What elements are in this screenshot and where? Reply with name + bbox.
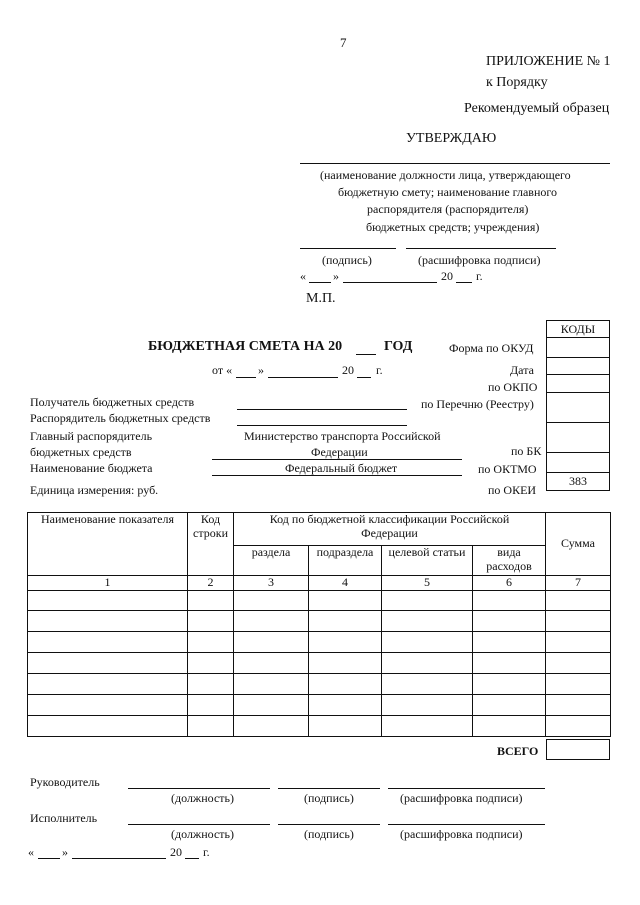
col-type-header: вида расходов: [473, 546, 546, 576]
col-num-1: 1: [28, 576, 188, 591]
col-num-6: 6: [473, 576, 546, 591]
unit-label: Единица измерения: руб.: [30, 483, 159, 497]
okud-label: Форма по ОКУД: [449, 341, 534, 355]
approval-month-line[interactable]: [343, 282, 437, 283]
total-label: ВСЕГО: [497, 744, 539, 758]
approval-desc-4: бюджетных средств; учреждения): [366, 220, 540, 234]
table-row: [28, 674, 611, 695]
sign-year-suffix: г.: [203, 845, 210, 859]
sign-year-prefix: 20: [170, 845, 182, 859]
manager-line[interactable]: [237, 425, 407, 426]
budget-name-label: Наименование бюджета: [30, 461, 153, 475]
chief-value-2: Федерации: [311, 445, 368, 459]
table-row: [28, 695, 611, 716]
col-section-header: раздела: [234, 546, 309, 576]
head-position-line[interactable]: [128, 788, 270, 789]
date-month-line[interactable]: [268, 377, 338, 378]
code-okei: 383: [547, 473, 610, 491]
budget-table: [27, 512, 611, 737]
executor-sign-line[interactable]: [278, 824, 380, 825]
approval-sign-line[interactable]: [300, 248, 396, 249]
approval-decode-line[interactable]: [406, 248, 556, 249]
approval-year-suffix: г.: [476, 269, 483, 283]
recipient-label: Получатель бюджетных средств: [30, 395, 195, 409]
sign-year-line[interactable]: [185, 858, 199, 859]
head-position-label: (должность): [171, 791, 234, 805]
codes-table: [546, 320, 610, 491]
chief-label-2: бюджетных средств: [30, 445, 132, 459]
head-decode-label: (расшифровка подписи): [400, 791, 523, 805]
date-from-label: от «: [212, 363, 233, 377]
total-sum-cell[interactable]: [546, 739, 610, 760]
table-row: [28, 632, 611, 653]
table-row: [28, 716, 611, 737]
budget-name-value: Федеральный бюджет: [285, 461, 398, 475]
executor-label: Исполнитель: [30, 811, 98, 825]
oktmo-label: по ОКТМО: [478, 462, 537, 476]
registry-label: по Перечню (Реестру): [421, 397, 534, 411]
chief-label-1: Главный распорядитель: [30, 429, 153, 443]
date-day-line[interactable]: [236, 377, 256, 378]
code-okud[interactable]: [547, 338, 610, 358]
executor-position-line[interactable]: [128, 824, 270, 825]
sample-label: Рекомендуемый образец: [464, 101, 610, 116]
sign-month-line[interactable]: [72, 858, 166, 859]
approver-position-line[interactable]: [300, 163, 610, 164]
manager-label: Распорядитель бюджетных средств: [30, 411, 211, 425]
title-suffix: ГОД: [384, 339, 413, 354]
head-label: Руководитель: [30, 775, 100, 789]
date-year-line[interactable]: [357, 377, 371, 378]
code-registry[interactable]: [547, 393, 610, 423]
title-year-line[interactable]: [356, 354, 376, 355]
code-date[interactable]: [547, 358, 610, 375]
date-year-suffix: г.: [376, 363, 383, 377]
appendix-label: ПРИЛОЖЕНИЕ № 1: [486, 54, 611, 69]
executor-decode-label: (расшифровка подписи): [400, 827, 523, 841]
approval-sign-label: (подпись): [322, 253, 372, 267]
approval-desc-3: распорядителя (распорядителя): [367, 202, 529, 216]
head-decode-line[interactable]: [388, 788, 545, 789]
col-subsection-header: подраздела: [309, 546, 382, 576]
date-year-prefix: 20: [342, 363, 354, 377]
approval-day-line[interactable]: [309, 282, 331, 283]
table-row: [28, 653, 611, 674]
head-sign-line[interactable]: [278, 788, 380, 789]
col-num-7: 7: [546, 576, 611, 591]
title-prefix: БЮДЖЕТНАЯ СМЕТА НА 20: [148, 339, 343, 354]
col-num-2: 2: [188, 576, 234, 591]
approval-quote-close: »: [333, 269, 339, 283]
page-number: 7: [340, 35, 347, 50]
recipient-line[interactable]: [237, 409, 407, 410]
col-indicator-header: Наименование показателя: [28, 513, 188, 576]
approval-title: УТВЕРЖДАЮ: [406, 131, 497, 146]
col-sum-header: Сумма: [546, 513, 611, 576]
approval-decode-label: (расшифровка подписи): [418, 253, 541, 267]
code-oktmo[interactable]: [547, 453, 610, 473]
sign-quote-close: »: [62, 845, 68, 859]
stamp-label: М.П.: [306, 291, 336, 306]
code-okpo[interactable]: [547, 375, 610, 393]
col-code-header: Код строки: [188, 513, 234, 576]
col-num-3: 3: [234, 576, 309, 591]
approval-year-line[interactable]: [456, 282, 472, 283]
to-order-label: к Порядку: [486, 75, 548, 90]
sign-day-line[interactable]: [38, 858, 60, 859]
executor-sign-label: (подпись): [304, 827, 354, 841]
budget-line[interactable]: [212, 475, 462, 476]
chief-line[interactable]: [212, 459, 462, 460]
col-num-5: 5: [382, 576, 473, 591]
col-target-header: целевой статьи: [382, 546, 473, 576]
approval-year-prefix: 20: [441, 269, 453, 283]
chief-value-1: Министерство транспорта Российской: [244, 429, 441, 443]
date-label: Дата: [510, 363, 534, 377]
table-row: [28, 591, 611, 611]
head-sign-label: (подпись): [304, 791, 354, 805]
code-bk[interactable]: [547, 423, 610, 453]
okei-label: по ОКЕИ: [488, 483, 537, 497]
col-num-4: 4: [309, 576, 382, 591]
sign-quote-open: «: [28, 845, 34, 859]
table-row: [28, 611, 611, 632]
approval-quote-open: «: [300, 269, 306, 283]
bk-label: по БК: [511, 444, 542, 458]
codes-header: КОДЫ: [547, 321, 610, 338]
col-bk-header: Код по бюджетной классификации Российской Федерации: [234, 513, 546, 546]
date-quote-close: »: [258, 363, 264, 377]
approval-desc-2: бюджетную смету; наименование главного: [338, 185, 558, 199]
okpo-label: по ОКПО: [488, 380, 538, 394]
executor-decode-line[interactable]: [388, 824, 545, 825]
executor-position-label: (должность): [171, 827, 234, 841]
approval-desc-1: (наименование должности лица, утверждающего: [320, 168, 571, 182]
